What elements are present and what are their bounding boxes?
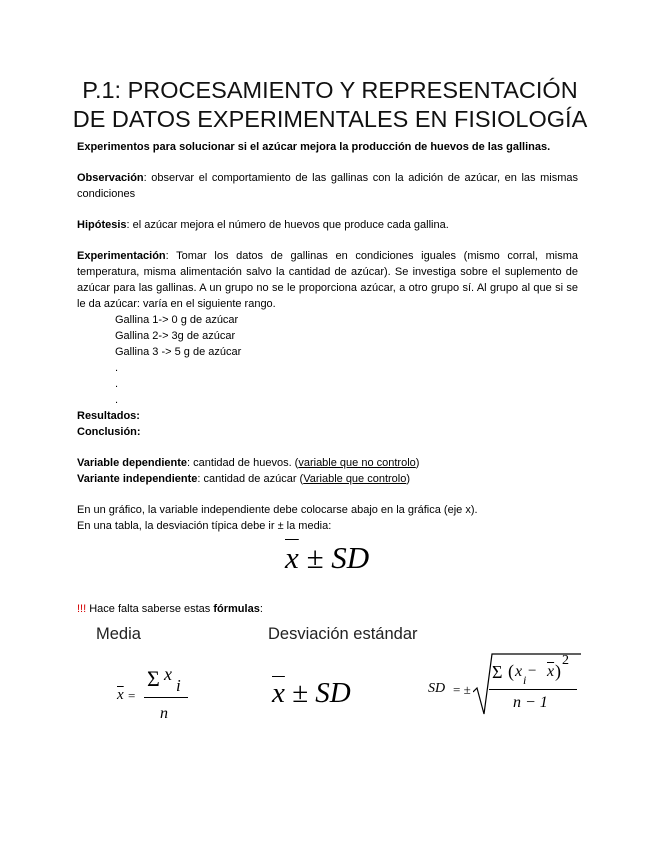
mean-label: Media bbox=[96, 625, 141, 643]
page-title bbox=[60, 76, 600, 134]
paren-close: ) bbox=[415, 457, 420, 469]
observation-text: : observar el comportamiento de las gallinas con la adición de azúcar, en las mismas condiciones bbox=[77, 172, 578, 200]
title-line-1: P.1: PROCESAMIENTO Y REPRESENTACIÓN bbox=[82, 77, 578, 103]
paren-close: ) bbox=[406, 473, 411, 485]
mean-lhs: $\overline{x}$ bbox=[117, 687, 124, 703]
sd-i: i bbox=[523, 673, 527, 687]
hypothesis-paragraph bbox=[77, 217, 578, 233]
list-dot: . bbox=[115, 394, 119, 406]
mean-x: x bbox=[164, 664, 172, 684]
list-item: Gallina 3 -> 5 g de azúcar bbox=[115, 346, 242, 358]
warning-text: Hace falta saberse estas bbox=[86, 603, 214, 615]
list-dot: . bbox=[115, 362, 119, 374]
table-note: En una tabla, la desviación típica debe ir ± la media: bbox=[77, 520, 332, 532]
plus-minus-sd-2: ± SD bbox=[284, 677, 351, 709]
warning-bold: fórmulas bbox=[213, 603, 260, 615]
experimentation-label: Experimentación bbox=[77, 250, 166, 262]
dependent-variable-line bbox=[77, 455, 578, 471]
sigma-symbol: Σ bbox=[147, 666, 160, 691]
mean-sd-formula bbox=[285, 540, 369, 576]
dependent-label: Variable dependiente bbox=[77, 457, 188, 469]
sd-denominator: n − 1 bbox=[513, 694, 548, 711]
dependent-text: : cantidad de huevos. ( bbox=[187, 457, 299, 469]
independent-label: Variante independiente bbox=[77, 473, 198, 485]
experimentation-text: : Tomar los datos de gallinas en condiciones iguales (mismo corral, misma temperatura, misma alimentación salvo la cantidad de azúcar). Se investiga sobre el suplemento de azúcar para las gallinas. A un grupo no se le proporciona azúcar, a otro grupo sí. Al grupo al que si se le da azúcar: varía en el siguiente rango. bbox=[77, 250, 578, 310]
mean-n: n bbox=[160, 705, 168, 722]
list-item: Gallina 1-> 0 g de azúcar bbox=[115, 314, 239, 326]
sd-minus: − bbox=[528, 663, 537, 679]
sd-open-paren: ( bbox=[508, 661, 514, 681]
observation-paragraph bbox=[77, 170, 578, 202]
mean-fraction-bar bbox=[144, 697, 188, 698]
results-heading: Resultados: bbox=[77, 410, 140, 422]
intro-paragraph: Experimentos para solucionar si el azúcar mejora la producción de huevos de las gallinas. bbox=[77, 141, 551, 153]
plus-minus-sd: ± SD bbox=[298, 540, 370, 575]
warning-marks: !!! bbox=[77, 603, 87, 615]
x-bar-symbol-2: $\overline{x}$ bbox=[272, 677, 285, 709]
hypothesis-text: : el azúcar mejora el número de huevos que produce cada gallina. bbox=[126, 219, 449, 231]
sd-close-paren: ) bbox=[555, 661, 561, 681]
conclusion-heading: Conclusión: bbox=[77, 426, 141, 438]
sd-exponent: 2 bbox=[562, 653, 569, 668]
list-dot: . bbox=[115, 378, 119, 390]
sd-x: x bbox=[515, 663, 523, 680]
hypothesis-label: Hipótesis bbox=[77, 219, 127, 231]
dependent-link[interactable]: variable que no controlo bbox=[298, 457, 416, 469]
sd-sigma: Σ bbox=[492, 662, 503, 682]
mean-sd-formula-2 bbox=[272, 677, 351, 710]
mean-i: i bbox=[176, 676, 181, 695]
list-item: Gallina 2-> 3g de azúcar bbox=[115, 330, 236, 342]
sd-xbar: $\overline{x}$ bbox=[547, 663, 555, 680]
experimentation-paragraph bbox=[77, 248, 578, 312]
title-line-2: DE DATOS EXPERIMENTALES EN FISIOLOGÍA bbox=[72, 106, 588, 132]
graph-note: En un gráfico, la variable independiente debe colocarse abajo en la gráfica (eje x). bbox=[77, 504, 478, 516]
std-dev-label: Desviación estándar bbox=[268, 625, 418, 643]
independent-text: : cantidad de azúcar ( bbox=[197, 473, 304, 485]
sd-lhs: SD bbox=[428, 681, 446, 696]
mean-eq: = bbox=[128, 688, 136, 703]
warning-colon: : bbox=[259, 603, 263, 615]
sd-fraction-bar bbox=[489, 689, 577, 690]
formulas-warning bbox=[77, 601, 263, 617]
independent-variable-line bbox=[77, 471, 578, 487]
independent-link[interactable]: Variable que controlo bbox=[303, 473, 407, 485]
x-bar-symbol: $\overline{x}$ bbox=[285, 540, 299, 575]
observation-label: Observación bbox=[77, 172, 144, 184]
sd-eq: = ± bbox=[453, 682, 471, 697]
body-text bbox=[77, 139, 578, 534]
